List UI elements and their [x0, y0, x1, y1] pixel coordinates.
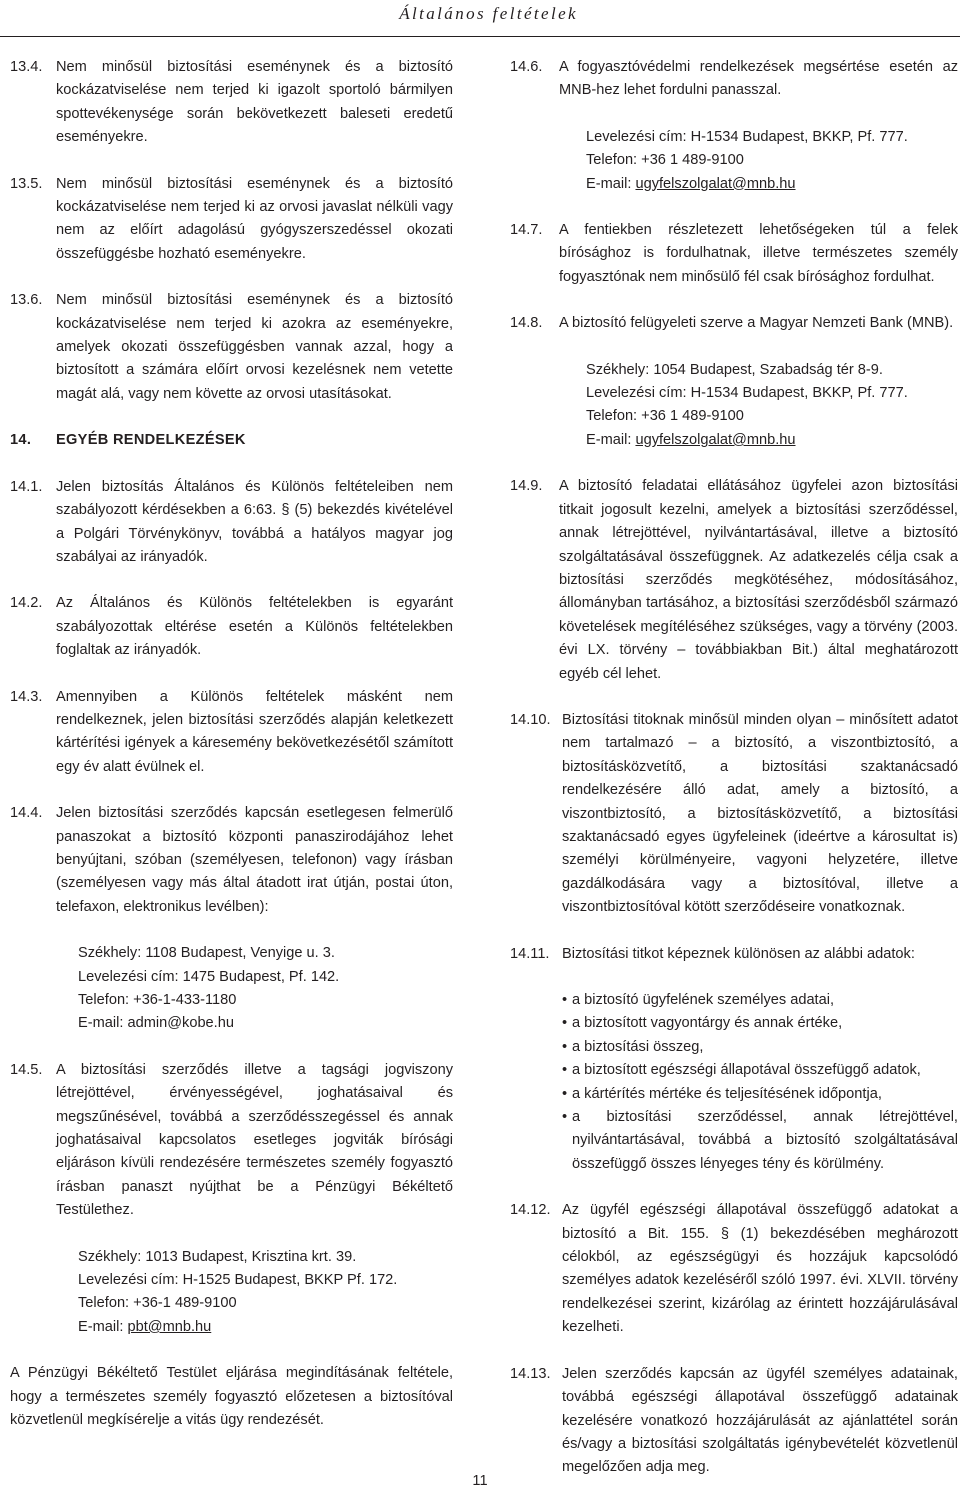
paragraph-text: Nem minősül biztosítási eseménynek és a biztosító kockázatviselése nem terjed ki azokra az eseményekre, amelyek okozati összefüggésben vannak azzal, hogy a biztosított a számára előírt orvosi kezelésnek nem vetette magát alá, vagy nem követte az orvosi utasításokat.	[56, 292, 453, 402]
paragraph-13-4	[10, 56, 453, 150]
section-heading-14	[10, 429, 453, 452]
paragraph-number: 13.4.	[10, 59, 43, 75]
address-phone: Telefon: +36-1-433-1180	[78, 992, 237, 1008]
paragraph-number: 14.8.	[510, 315, 543, 332]
paragraph-number: 13.5.	[10, 175, 43, 192]
paragraph-14-6	[510, 56, 958, 103]
address-phone: Telefon: +36-1 489-9100	[78, 1295, 237, 1312]
address-phone: Telefon: +36 1 489-9100	[586, 408, 744, 425]
email-link[interactable]: ugyfelszolgalat@mnb.hu	[635, 431, 796, 448]
list-item: • a kártérítés mértéke és teljesítésének időpontja,	[562, 1083, 958, 1106]
email-label: E-mail:	[78, 1318, 128, 1335]
bullet-list	[510, 989, 958, 1176]
address-mail: Levelezési cím: H-1534 Budapest, BKKP, Pf. 777.	[586, 128, 908, 145]
paragraph-text: Amennyiben a Különös feltételek másként nem rendelkeznek, jelen biztosítási szerződés alapján keletkezett kártérítési igények a káresemény bekövetkezésétől számított egy év alatt évülnek el.	[56, 688, 453, 775]
paragraph-14-2	[10, 592, 453, 662]
list-item: • a biztosító ügyfelének személyes adatai,	[562, 989, 958, 1012]
paragraph-text: Jelen biztosítási szerződés kapcsán esetlegesen felmerülő panaszokat a biztosító központi panaszirodájához lehet benyújtani, szóban (személyesen, telefonon) vagy írásban (személyesen vagy más által átadott irat útján, postai úton, telefaxon, elektronikus levélben):	[56, 805, 453, 915]
paragraph-14-13	[510, 1363, 958, 1480]
paragraph-14-11	[510, 943, 958, 966]
address-block-pbt	[10, 1246, 453, 1340]
address-seat: Székhely: 1013 Budapest, Krisztina krt. 39.	[78, 1248, 357, 1265]
paragraph-14-3	[10, 686, 453, 780]
address-phone: Telefon: +36 1 489-9100	[586, 152, 744, 169]
left-column	[10, 56, 453, 1456]
paragraph-text: Biztosítási titkot képeznek különösen az alábbi adatok:	[562, 945, 915, 962]
paragraph-text: Jelen biztosítás Általános és Különös feltételeiben nem szabályozott kérdésekben a 6:63. § (5) bekezdés kivételével a Polgári Törvénykönyv, továbbá a hatályos magyar jog szabályai az irányadók.	[56, 478, 453, 565]
paragraph-14-12	[510, 1199, 958, 1339]
paragraph-text: A biztosítási szerződés illetve a tagsági jogviszony létrejöttével, érvényességével, joghatásaival és megszűnésével, továbbá a szerződésszegéssel és annak joghatásaival kapcsolatos esetleges jogviták bírósági eljáráson kívüli rendezésére természetes személy fogyasztó írásban panaszt nyújthat be a Pénzügyi Békéltető Testülethez.	[56, 1061, 453, 1219]
address-email-line	[586, 173, 958, 196]
paragraph-text: A biztosító feladatai ellátásához ügyfelei azon biztosítási titkait jogosult kezelni, amelyek a biztosítási szerződéssel, annak létrejöttével, nyilvántartásával, illetve a biztosító szolgáltatásával összefüggnek. Az adatkezelés célja csak a biztosítási szerződés megkötéséhez, módosításához, állományban tartásához, a biztosítási szerződésből származó követelések megítéléséhez szükséges, vagy a törvény (2003. évi LX. törvény – továbbiakban Bit.) által meghatározott egyéb cél lehet.	[559, 478, 958, 682]
paragraph-text: A fentiekben részletezett lehetőségeken túl a felek bírósághoz is fordulhatnak, illetve természetes személy fogyasztónak nem minősülő fél csak bírósághoz fordulhat.	[559, 222, 958, 285]
paragraph-text: Nem minősül biztosítási eseménynek és a biztosító kockázatviselése nem terjed ki igazolt sportoló bármilyen spottevékenysége során bekövetkezett baleseti eredetű eseményekre.	[56, 59, 453, 146]
paragraph-number: 14.9.	[510, 478, 543, 495]
paragraph-13-5	[10, 173, 453, 267]
address-block-mnb-1	[510, 126, 958, 196]
list-item: • a biztosított vagyontárgy és annak értéke,	[562, 1012, 958, 1035]
paragraph-text: Jelen szerződés kapcsán az ügyfél személyes adatainak, továbbá egészségi állapotával összefüggő adatainak kezelésére vonatkozó hozzájárulását az ajánlattétel során és/vagy a biztosítási szolgáltatás igénybevételét közvetlenül megelőzően adja meg.	[562, 1365, 958, 1476]
email-link[interactable]: admin@kobe.hu	[127, 1015, 234, 1032]
section-title: EGYÉB RENDELKEZÉSEK	[56, 432, 246, 449]
address-mail: Levelezési cím: 1475 Budapest, Pf. 142.	[78, 968, 340, 985]
paragraph-14-10	[510, 709, 958, 920]
address-seat: Székhely: 1108 Budapest, Venyige u. 3.	[78, 945, 335, 962]
email-label: E-mail:	[78, 1015, 128, 1032]
paragraph-14-1	[10, 476, 453, 570]
list-item: • a biztosítási összeg,	[562, 1036, 958, 1059]
page-header	[0, 0, 960, 38]
paragraph-text: Az Általános és Különös feltételekben is egyaránt szabályozottak eltérése esetén a Különös feltételekben foglaltak az irányadók.	[56, 595, 453, 659]
address-email-line	[586, 429, 958, 452]
address-seat: Székhely: 1054 Budapest, Szabadság tér 8-9.	[586, 361, 883, 378]
paragraph-14-4	[10, 802, 453, 919]
paragraph-13-6	[10, 289, 453, 406]
address-block-kobe	[10, 942, 453, 1036]
email-label: E-mail:	[586, 431, 636, 448]
paragraph-text: Biztosítási titoknak minősül minden olyan – minősített adatot nem tartalmazó – a biztosító, a viszontbiztosító, a biztosításközvetítő, a biztosítási szaktanácsadó rendelkezésére álló adat, amely a biztosító, a viszontbiztosító, a biztosításközvetítő, a biztosítási szaktanácsadó egyes ügyfeleinek (ideértve a károsultat is) személyi körülményeire, vagyoni helyzetére, illetve gazdálkodására vagy a biztosítóval, illetve a viszontbiztosítóval kötött szerződéseire vonatkoznak.	[562, 711, 958, 916]
paragraph-text: A biztosító felügyeleti szerve a Magyar Nemzeti Bank (MNB).	[559, 315, 954, 332]
email-label: E-mail:	[586, 175, 636, 192]
paragraph-number: 14.7.	[510, 222, 543, 239]
paragraph-number: 14.5.	[10, 1061, 43, 1078]
header-rule	[0, 36, 960, 37]
paragraph-text: Az ügyfél egészségi állapotával összefüggő adatokat a biztosító a Bit. 155. § (1) bekezdésében meghározott célokból, az egészségügyi és hozzájuk kapcsolódó személyes adatok kezeléséről szóló 1997. évi. XLVII. törvény rendelkezései szerint, kizárólag az érintett hozzájárulásával kezelheti.	[562, 1202, 958, 1336]
paragraph-14-9	[510, 475, 958, 686]
closing-paragraph: A Pénzügyi Békéltető Testület eljárása megindításának feltétele, hogy a természetes személy fogyasztó előzetesen a biztosítóval közvetlenül megkísérelje a vitás ügy rendezését.	[10, 1365, 453, 1429]
paragraph-number: 14.11.	[510, 945, 550, 962]
address-email-line	[78, 1316, 453, 1339]
paragraph-text: A fogyasztóvédelmi rendelkezések megsértése esetén az MNB-hez lehet fordulni panasszal.	[559, 59, 958, 99]
paragraph-14-5	[10, 1059, 453, 1223]
email-link[interactable]: ugyfelszolgalat@mnb.hu	[635, 175, 796, 192]
paragraph-14-7	[510, 219, 958, 289]
address-email-line	[78, 1012, 453, 1035]
page-number: 11	[472, 1473, 488, 1489]
paragraph-14-8	[510, 312, 958, 335]
right-column	[510, 56, 958, 1503]
address-block-mnb-2	[510, 359, 958, 453]
paragraph-number: 14.13.	[510, 1365, 551, 1382]
paragraph-number: 14.12.	[510, 1202, 551, 1219]
list-item: • a biztosított egészségi állapotával összefüggő adatok,	[562, 1059, 958, 1082]
paragraph-number: 14.6.	[510, 59, 543, 75]
header-title: Általános feltételek	[399, 4, 578, 23]
paragraph-text: Nem minősül biztosítási eseménynek és a biztosító kockázatviselése nem terjed ki az orvosi javaslat nélküli vagy nem az előírt adagolású gyógyszerszedéssel okozati összefüggésbe hozható eseményekre.	[56, 175, 453, 262]
email-link[interactable]: pbt@mnb.hu	[127, 1318, 212, 1335]
paragraph-number: 13.6.	[10, 292, 43, 309]
paragraph-number: 14.2.	[10, 595, 43, 612]
paragraph-number: 14.10.	[510, 711, 551, 728]
paragraph-number: 14.1.	[10, 478, 43, 495]
section-number: 14.	[10, 432, 32, 449]
paragraph-number: 14.4.	[10, 805, 43, 822]
address-mail: Levelezési cím: H-1525 Budapest, BKKP Pf. 172.	[78, 1272, 398, 1289]
paragraph-number: 14.3.	[10, 688, 43, 705]
list-item: • a biztosítási szerződéssel, annak létrejöttével, nyilvántartásával, továbbá a biztosító szolgáltatásával összefüggő összes lényeges tény és körülmény.	[562, 1106, 958, 1176]
address-mail: Levelezési cím: H-1534 Budapest, BKKP, Pf. 777.	[586, 385, 908, 402]
